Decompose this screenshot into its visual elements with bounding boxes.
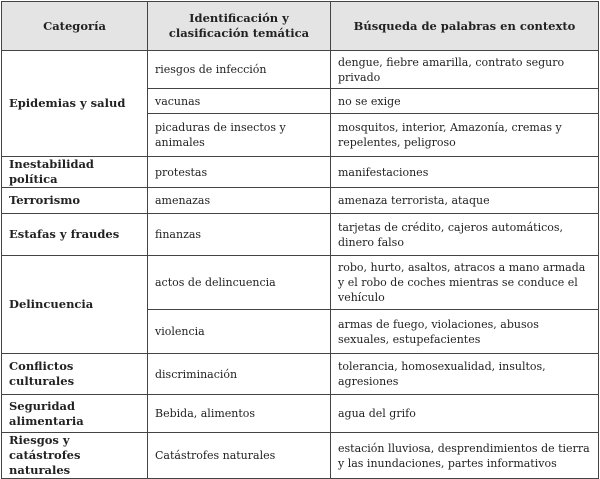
topic-cell: finanzas	[148, 214, 331, 256]
keywords-cell: no se exige	[331, 89, 599, 114]
topic-cell: Bebida, alimentos	[148, 395, 331, 433]
topic-cell: Catástrofes naturales	[148, 433, 331, 479]
keywords-cell: armas de fuego, violaciones, abusos sexuales, estupefacientes	[331, 310, 599, 354]
table-row	[2, 354, 599, 395]
keywords-cell: tarjetas de crédito, cajeros automáticos, dinero falso	[331, 214, 599, 256]
topic-cell: riesgos de infección	[148, 51, 331, 89]
header-category: Categoría	[2, 2, 148, 51]
table-row	[2, 395, 599, 433]
category-cell: Epidemias y salud	[2, 51, 148, 157]
category-cell: Estafas y fraudes	[2, 214, 148, 256]
keywords-cell: robo, hurto, asaltos, atracos a mano armada y el robo de coches mientras se conduce el vehículo	[331, 256, 599, 310]
keywords-cell: estación lluviosa, desprendimientos de tierra y las inundaciones, partes informativos	[331, 433, 599, 479]
risk-category-table	[1, 1, 599, 479]
category-cell: Inestabilidad política	[2, 157, 148, 188]
topic-cell: vacunas	[148, 89, 331, 114]
keywords-cell: tolerancia, homosexualidad, insultos, agresiones	[331, 354, 599, 395]
table-row	[2, 188, 599, 214]
keywords-cell: manifestaciones	[331, 157, 599, 188]
category-cell: Conflictos culturales	[2, 354, 148, 395]
category-cell: Terrorismo	[2, 188, 148, 214]
topic-cell: actos de delincuencia	[148, 256, 331, 310]
table-row	[2, 214, 599, 256]
header-row	[2, 2, 599, 51]
category-cell: Delincuencia	[2, 256, 148, 354]
category-cell: Seguridad alimentaria	[2, 395, 148, 433]
keywords-cell: amenaza terrorista, ataque	[331, 188, 599, 214]
category-cell: Riesgos y catástrofes naturales	[2, 433, 148, 479]
table-row	[2, 157, 599, 188]
topic-cell: violencia	[148, 310, 331, 354]
table-row	[2, 256, 599, 310]
header-keywords: Búsqueda de palabras en contexto	[331, 2, 599, 51]
topic-cell: picaduras de insectos y animales	[148, 114, 331, 157]
keywords-cell: dengue, fiebre amarilla, contrato seguro privado	[331, 51, 599, 89]
header-topic: Identificación y clasificación temática	[148, 2, 331, 51]
keywords-cell: mosquitos, interior, Amazonía, cremas y repelentes, peligroso	[331, 114, 599, 157]
topic-cell: discriminación	[148, 354, 331, 395]
table-row	[2, 51, 599, 89]
keywords-cell: agua del grifo	[331, 395, 599, 433]
topic-cell: amenazas	[148, 188, 331, 214]
topic-cell: protestas	[148, 157, 331, 188]
